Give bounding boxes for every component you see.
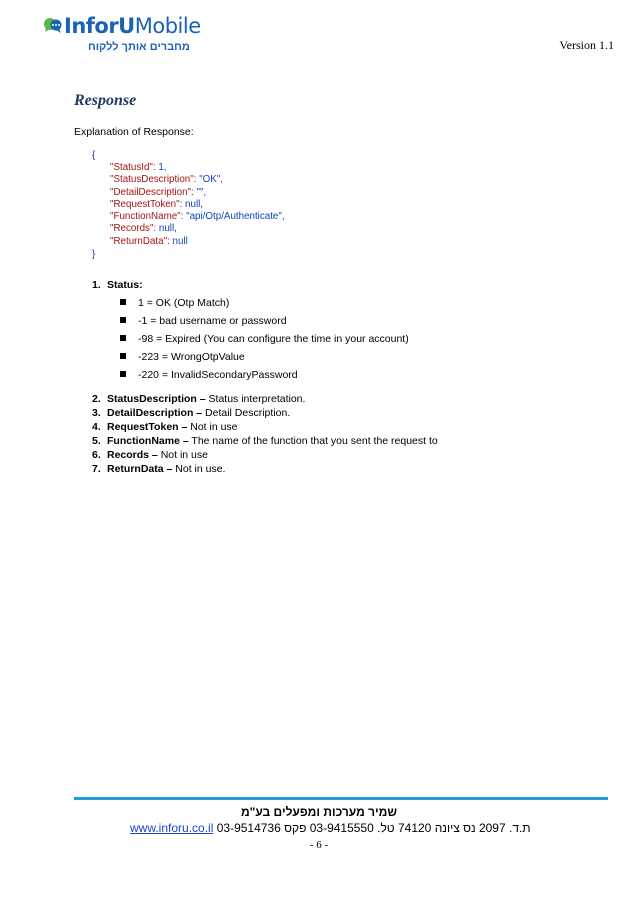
list-item: Records – Not in use [107,449,208,461]
status-bullet: -98 = Expired (You can configure the time in your account) [120,333,409,345]
status-bullet: -1 = bad username or password [120,315,287,327]
json-line: "Records": null, [110,223,177,235]
json-line: "StatusId": 1, [110,162,167,173]
list-number: 6. [92,449,101,461]
list-item: DetailDescription – Detail Description. [107,407,291,419]
list-number: 3. [92,407,101,419]
list-item: RequestToken – Not in use [107,421,238,433]
json-line: "DetailDescription": "", [110,186,207,198]
company-logo [42,14,212,58]
json-open-brace: { [92,150,96,161]
json-line: "FunctionName": "api/Otp/Authenticate", [110,211,285,223]
json-line: "StatusDescription": "OK", [110,174,224,186]
page-number: - 6 - [309,839,329,851]
logo-wordmark [64,14,201,38]
square-bullet-icon [120,299,126,305]
square-bullet-icon [120,317,126,323]
footer-website-link[interactable]: www.inforu.co.il [130,821,214,835]
status-bullet: 1 = OK (Otp Match) [120,297,229,309]
section-title: Response [74,92,137,109]
list-item: FunctionName – The name of the function that you sent the request to [107,435,438,447]
list-number: 7. [92,463,101,475]
list-number: 4. [92,421,101,433]
json-close-brace: } [92,249,96,260]
footer-company: שמיר מערכות ומפעלים בע"מ [240,805,398,819]
list-number: 5. [92,435,101,447]
logo-wordmark-part2: Mobile [134,14,201,38]
square-bullet-icon [120,353,126,359]
section-explanation: Explanation of Response: [74,126,194,138]
list-number: 2. [92,393,101,405]
json-line: "RequestToken": null, [110,198,204,210]
square-bullet-icon [120,371,126,377]
chat-bubbles-icon [42,16,64,38]
status-bullet: -220 = InvalidSecondaryPassword [120,369,298,381]
json-lines [110,162,285,248]
footer-divider [74,797,608,800]
json-line: "ReturnData": null [110,235,188,247]
status-bullet: -223 = WrongOtpValue [120,351,245,363]
logo-tagline: מחברים אותך ללקוח [88,41,190,53]
version-label: Version 1.1 [559,38,614,52]
footer-contact-line [130,821,531,835]
footer-contact: ת.ד. 2097 נס ציונה 74120 טל. 03-9415550 פקס 03-9514736 [216,821,531,835]
list-item: StatusDescription – Status interpretation. [107,393,306,405]
list-item: ReturnData – Not in use. [107,463,226,475]
logo-wordmark-part1: InforU [64,14,135,38]
square-bullet-icon [120,335,126,341]
list-number: 1. [92,279,101,291]
status-label: Status: [107,279,143,291]
